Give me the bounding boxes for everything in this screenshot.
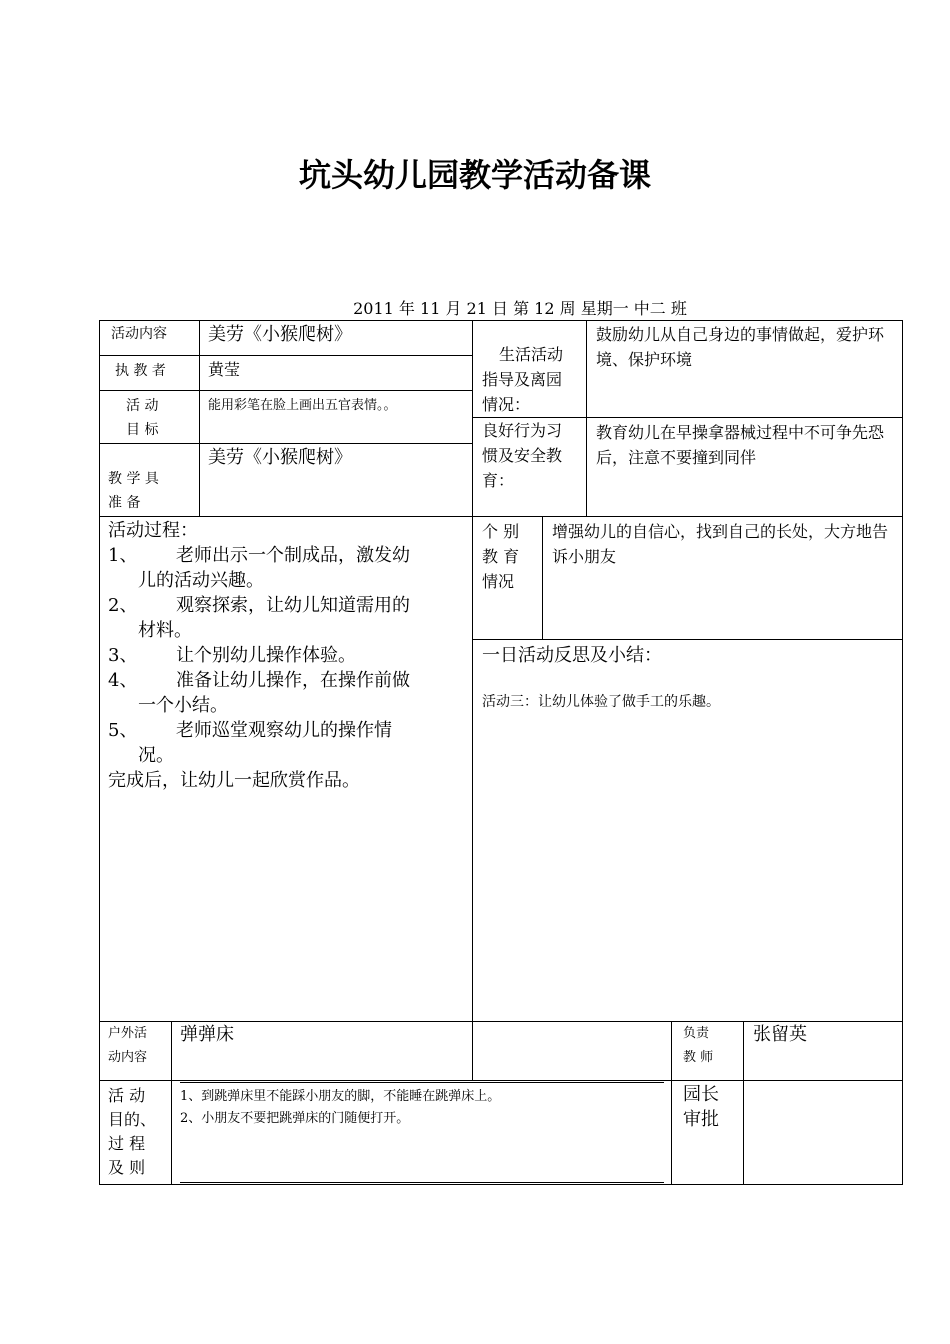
goal-value: 能用彩笔在脸上画出五官表情。。 — [208, 398, 397, 413]
individual-label-1: 个 别 — [482, 522, 520, 541]
individual-value: 增强幼儿的自信心，找到自己的长处，大方地告诉小朋友 — [552, 522, 889, 566]
process-heading: 活动过程： — [108, 520, 198, 541]
purpose-label-1: 活 动 — [108, 1086, 146, 1105]
life-label-1: 生活活动 — [499, 345, 564, 364]
approval-label-2: 审批 — [683, 1109, 719, 1130]
responsible-label-1: 负责 — [683, 1026, 710, 1041]
rule-2: 2、小朋友不要把跳弹床的门随便打开。 — [180, 1111, 410, 1126]
teacher-value: 黄莹 — [208, 360, 241, 379]
prep-label-1: 教 学 具 — [108, 471, 159, 487]
approval-label-1: 园长 — [683, 1084, 719, 1105]
page-title: 坑头幼儿园教学活动备课 — [298, 156, 651, 194]
life-label-2: 指导及离园 — [482, 370, 563, 389]
process-item-line1: 准备让幼儿操作，在操作前做 — [176, 670, 410, 691]
responsible-teacher: 张留英 — [753, 1024, 807, 1045]
life-value: 鼓励幼儿从自己身边的事情做起，爱护环境、保护环境 — [596, 325, 885, 369]
process-item-line2: 材料。 — [138, 620, 192, 641]
goal-label-1: 活 动 — [126, 398, 159, 414]
content-value: 美劳《小猴爬树》 — [208, 324, 352, 345]
habit-label-1: 良好行为习 — [482, 421, 563, 440]
process-item-num: 2、 — [108, 595, 138, 616]
habit-label-2: 惯及安全教 — [482, 446, 563, 465]
teacher-label: 执 教 者 — [115, 363, 166, 379]
purpose-label-4: 及 则 — [108, 1158, 146, 1177]
process-item — [108, 668, 468, 718]
goal-label-2: 目 标 — [126, 422, 159, 438]
process-item-line1: 观察探索，让幼儿知道需用的 — [176, 595, 410, 616]
prep-value: 美劳《小猴爬树》 — [208, 447, 352, 468]
process-closing: 完成后，让幼儿一起欣赏作品。 — [108, 770, 360, 791]
reflection-text: 活动三：让幼儿体验了做手工的乐趣。 — [482, 694, 720, 710]
process-item-num: 5、 — [108, 720, 138, 741]
process-item-line2: 况。 — [138, 745, 174, 766]
process-item-num: 4、 — [108, 670, 138, 691]
process-item-line1: 老师巡堂观察幼儿的操作情 — [176, 720, 392, 741]
outdoor-label-2: 动内容 — [108, 1050, 148, 1065]
process-item — [108, 643, 468, 668]
habit-value: 教育幼儿在早操拿器械过程中不可争先恐后，注意不要撞到同伴 — [596, 423, 885, 467]
date-line: 2011 年 11 月 21 日 第 12 周 星期一 中二 班 — [353, 299, 687, 318]
purpose-label-3: 过 程 — [108, 1134, 146, 1153]
process-item — [108, 543, 468, 593]
individual-label-2: 教 育 — [482, 547, 520, 566]
reflection-heading: 一日活动反思及小结： — [482, 645, 662, 666]
purpose-label-2: 目的、 — [108, 1110, 157, 1129]
process-item-line1: 让个别幼儿操作体验。 — [176, 645, 356, 666]
rule-1: 1、到跳弹床里不能踩小朋友的脚，不能睡在跳弹床上。 — [180, 1089, 501, 1104]
outdoor-label-1: 户外活 — [108, 1026, 148, 1041]
habit-label-3: 育： — [482, 471, 515, 490]
process-item-line2: 儿的活动兴趣。 — [138, 570, 264, 591]
process-item-num: 1、 — [108, 545, 138, 566]
individual-label-3: 情况 — [482, 572, 515, 591]
process-item-line1: 老师出示一个制成品，激发幼 — [176, 545, 410, 566]
responsible-label-2: 教 师 — [683, 1050, 714, 1065]
process-item — [108, 593, 468, 643]
life-label-3: 情况： — [482, 395, 531, 414]
process-item-line2: 一个小结。 — [138, 695, 228, 716]
prep-label-2: 准 备 — [108, 495, 141, 511]
process-item-num: 3、 — [108, 645, 138, 666]
content-label: 活动内容 — [111, 326, 167, 342]
outdoor-value: 弹弹床 — [180, 1024, 234, 1045]
process-item — [108, 718, 468, 768]
